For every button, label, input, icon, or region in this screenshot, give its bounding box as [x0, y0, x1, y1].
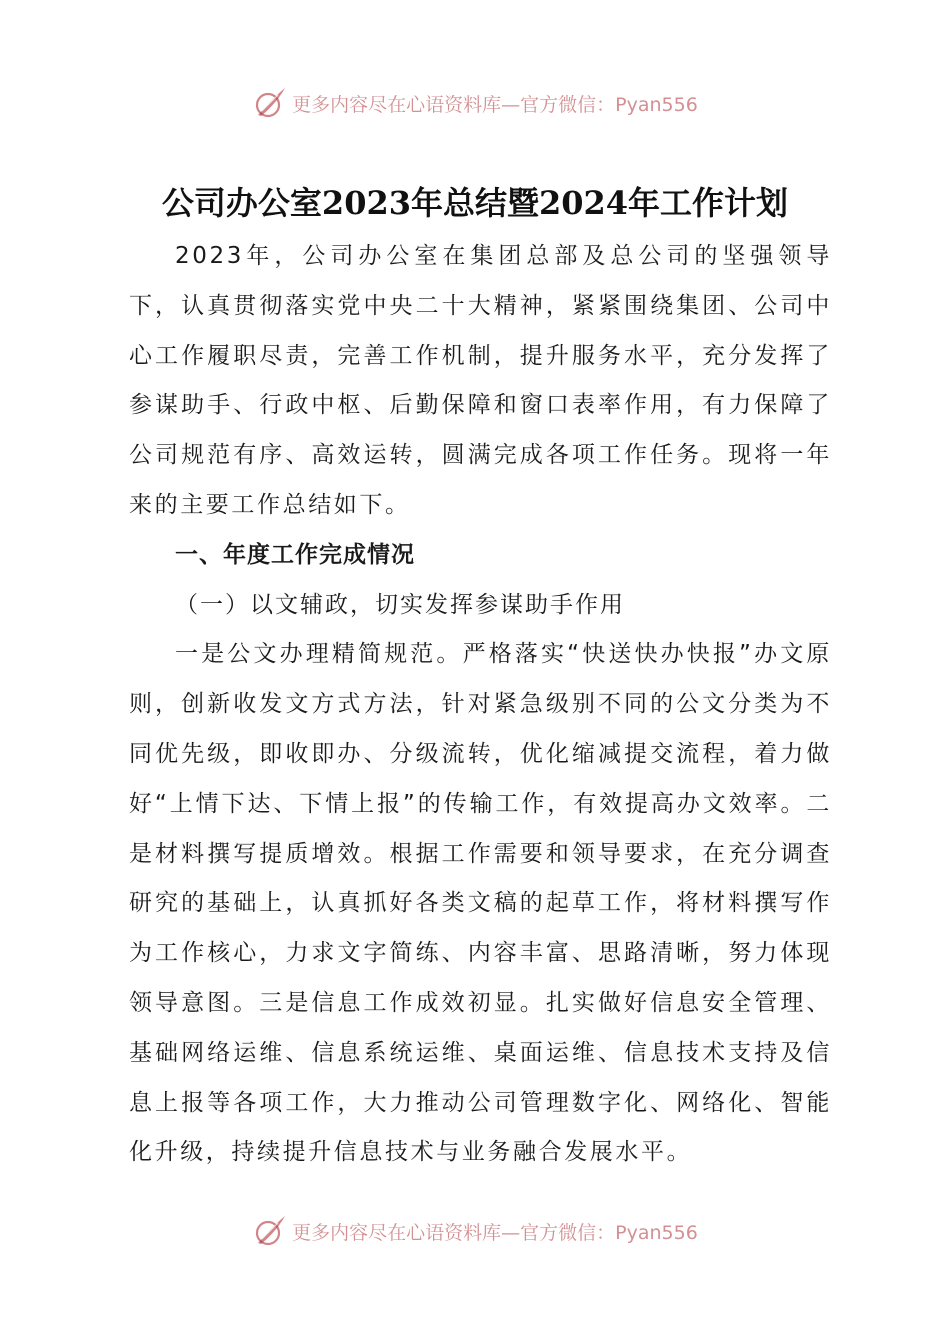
quill-pen-logo-icon	[252, 1213, 288, 1249]
document-body	[129, 232, 832, 1178]
watermark-text: 更多内容尽在心语资料库—官方微信：Pyan556	[292, 1221, 698, 1244]
intro-paragraph: 2023年，公司办公室在集团总部及总公司的坚强领导下，认真贯彻落实党中央二十大精神，紧紧围绕集团、公司中心工作履职尽责，完善工作机制，提升服务水平，充分发挥了参谋助手、行政中枢、后勤保障和窗口表率作用，有力保障了公司规范有序、高效运转，圆满完成各项工作任务。现将一年来的主要工作总结如下。	[129, 243, 832, 518]
body-paragraph: 一是公文办理精简规范。严格落实“快送快办快报”办文原则，创新收发文方式方法，针对紧急级别不同的公文分类为不同优先级，即收即办、分级流转，优化缩减提交流程，着力做好“上情下达、下情上报”的传输工作，有效提高办文效率。二是材料撰写提质增效。根据工作需要和领导要求，在充分调查研究的基础上，认真抓好各类文稿的起草工作，将材料撰写作为工作核心，力求文字简练、内容丰富、思路清晰，努力体现领导意图。三是信息工作成效初显。扎实做好信息安全管理、基础网络运维、信息系统运维、桌面运维、信息技术支持及信息上报等各项工作，大力推动公司管理数字化、网络化、智能化升级，持续提升信息技术与业务融合发展水平。	[129, 641, 832, 1166]
watermark-footer	[0, 1211, 950, 1251]
watermark-header	[0, 83, 950, 123]
document-title: 公司办公室2023年总结暨2024年工作计划	[161, 184, 789, 222]
quill-pen-logo-icon	[252, 85, 288, 121]
section-heading: 一、年度工作完成情况	[175, 541, 415, 568]
subsection-heading: （一）以文辅政，切实发挥参谋助手作用	[175, 591, 625, 618]
watermark-text: 更多内容尽在心语资料库—官方微信：Pyan556	[292, 93, 698, 116]
